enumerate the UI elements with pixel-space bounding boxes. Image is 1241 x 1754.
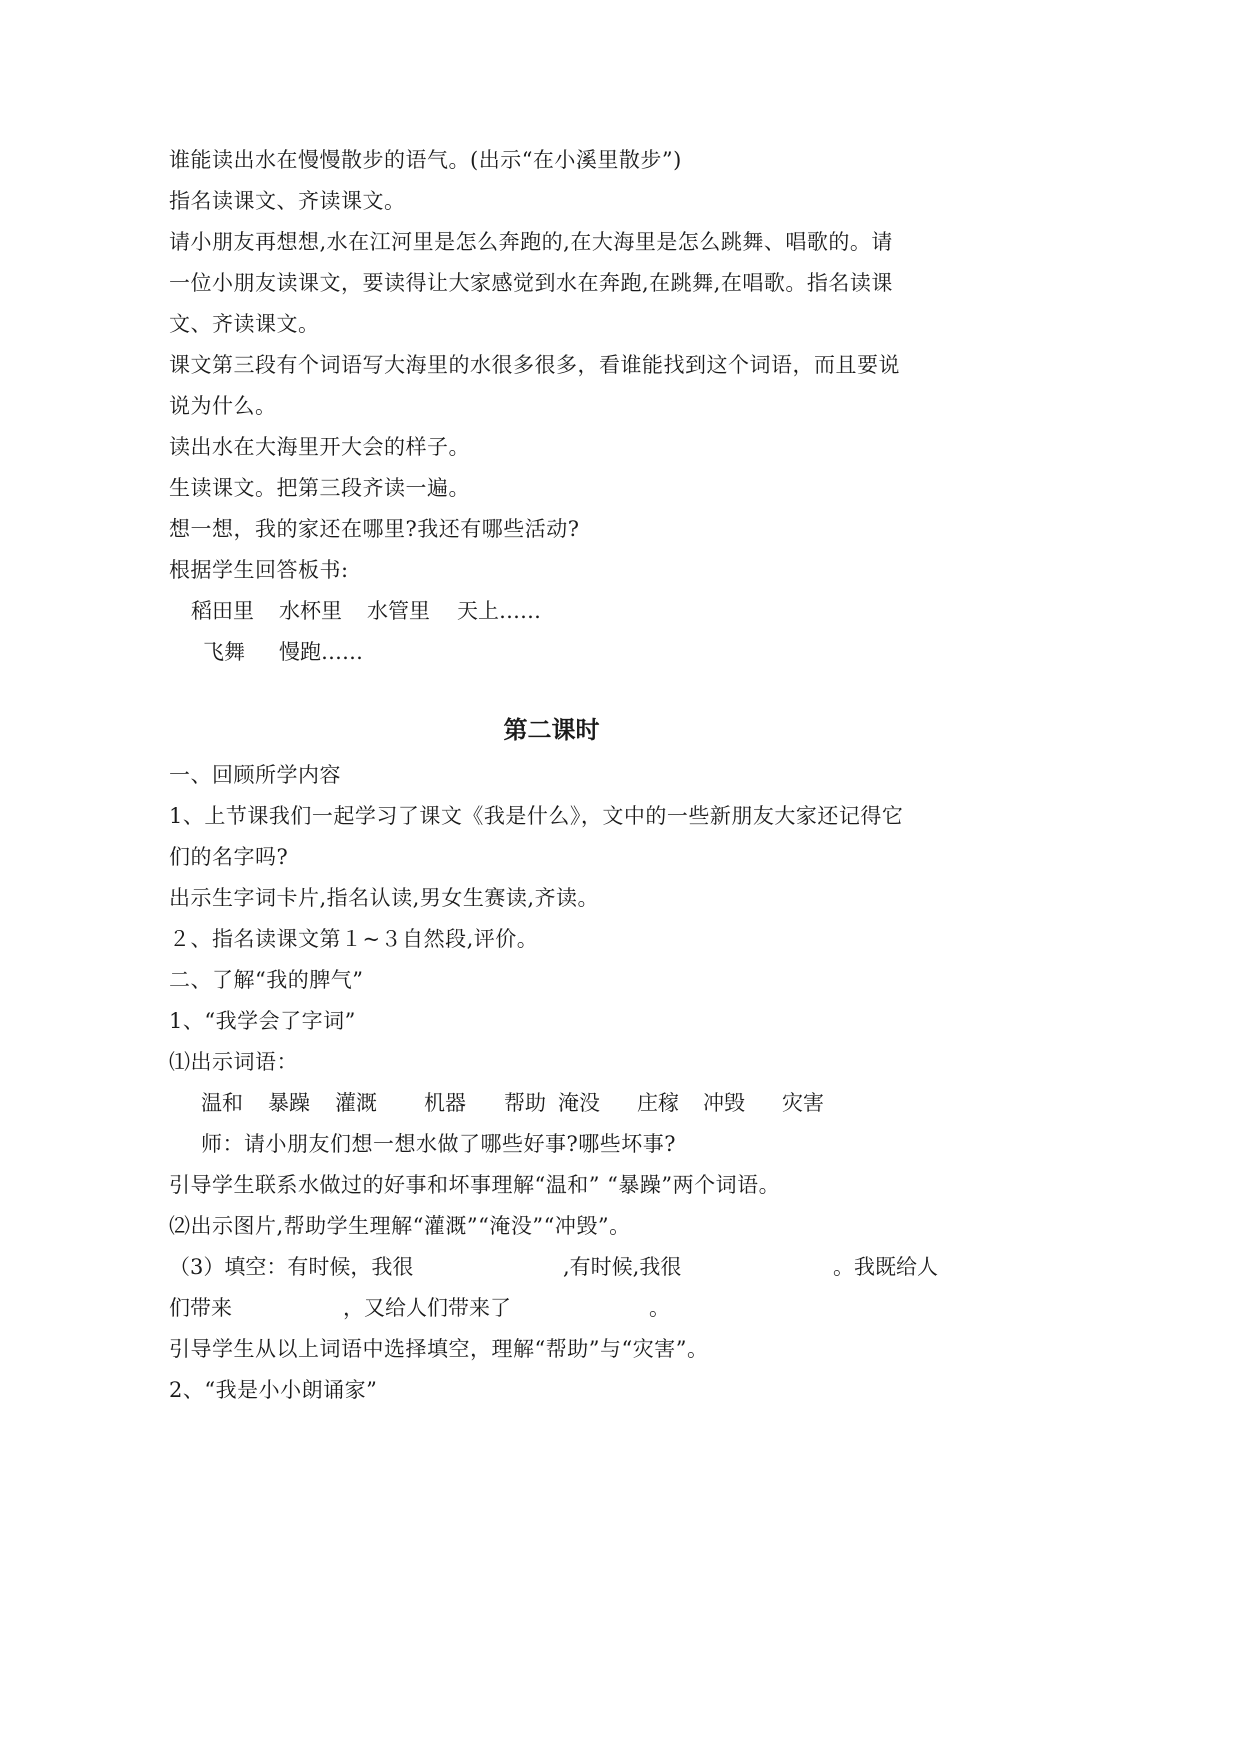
- vocab-word: 冲毁: [703, 1091, 745, 1115]
- board-word: 水管里: [367, 599, 430, 623]
- board-word: 天上……: [457, 599, 541, 623]
- vocab-word: 庄稼: [637, 1091, 679, 1115]
- section-title: 第二课时: [503, 716, 600, 744]
- fill-text: 。: [649, 1296, 670, 1320]
- text-line: 谁能读出水在慢慢散步的语气。(出示“在小溪里散步”): [169, 148, 682, 172]
- vocab-word: 暴躁: [268, 1091, 310, 1115]
- text-line: 课文第三段有个词语写大海里的水很多很多，看谁能找到这个词语，而且要说: [169, 353, 900, 377]
- text-line: 一位小朋友读课文，要读得让大家感觉到水在奔跑,在跳舞,在唱歌。指名读课: [169, 271, 893, 295]
- text-line: 师：请小朋友们想一想水做了哪些好事?哪些坏事?: [201, 1132, 677, 1156]
- text-line: 指名读课文、齐读课文。: [169, 189, 406, 213]
- text-line: 想一想，我的家还在哪里?我还有哪些活动?: [169, 517, 580, 541]
- text-line: 1、“我学会了字词”: [169, 1009, 356, 1033]
- fill-text: 。我既给人: [833, 1255, 938, 1279]
- text-line: 生读课文。把第三段齐读一遍。: [169, 476, 470, 500]
- vocab-word: 帮助: [504, 1091, 546, 1115]
- text-line: 说为什么。: [169, 394, 277, 418]
- vocab-word: 灾害: [782, 1091, 824, 1115]
- fill-text: ,有时候,我很: [563, 1255, 682, 1279]
- text-line: 一、回顾所学内容: [169, 763, 341, 787]
- vocab-word: 灌溉: [335, 1091, 377, 1115]
- text-line: 读出水在大海里开大会的样子。: [169, 435, 470, 459]
- text-line: 引导学生从以上词语中选择填空，理解“帮助”与“灾害”。: [169, 1337, 709, 1361]
- text-line: 根据学生回答板书:: [169, 558, 349, 582]
- board-word: 水杯里: [279, 599, 342, 623]
- board-word: 慢跑……: [279, 640, 363, 664]
- text-line: 文、齐读课文。: [169, 312, 320, 336]
- text-line: ⑵出示图片,帮助学生理解“灌溉”“淹没”“冲毁”。: [169, 1214, 631, 1238]
- fill-text: ，又给人们带来了: [343, 1296, 511, 1320]
- vocab-word: 温和: [201, 1091, 243, 1115]
- text-line: 2、“我是小小朗诵家”: [169, 1378, 378, 1402]
- text-line: 1、上节课我们一起学习了课文《我是什么》，文中的一些新朋友大家还记得它: [169, 804, 904, 828]
- fill-text: （3）填空：有时候，我很: [169, 1255, 414, 1279]
- vocab-word: 淹没: [558, 1091, 600, 1115]
- text-line: 请小朋友再想想,水在江河里是怎么奔跑的,在大海里是怎么跳舞、唱歌的。请: [169, 230, 893, 254]
- text-line: 们的名字吗?: [169, 845, 289, 869]
- text-line: 出示生字词卡片,指名认读,男女生赛读,齐读。: [169, 886, 600, 910]
- board-word: 飞舞: [203, 640, 245, 664]
- text-line: ２、指名读课文第１~３自然段,评价。: [169, 927, 539, 951]
- vocab-word: 机器: [424, 1091, 466, 1115]
- board-word: 稻田里: [191, 599, 254, 623]
- text-line: ⑴出示词语：: [169, 1050, 298, 1074]
- text-line: 引导学生联系水做过的好事和坏事理解“温和” “暴躁”两个词语。: [169, 1173, 781, 1197]
- text-line: 二、了解“我的脾气”: [169, 968, 364, 992]
- fill-text: 们带来: [169, 1296, 232, 1320]
